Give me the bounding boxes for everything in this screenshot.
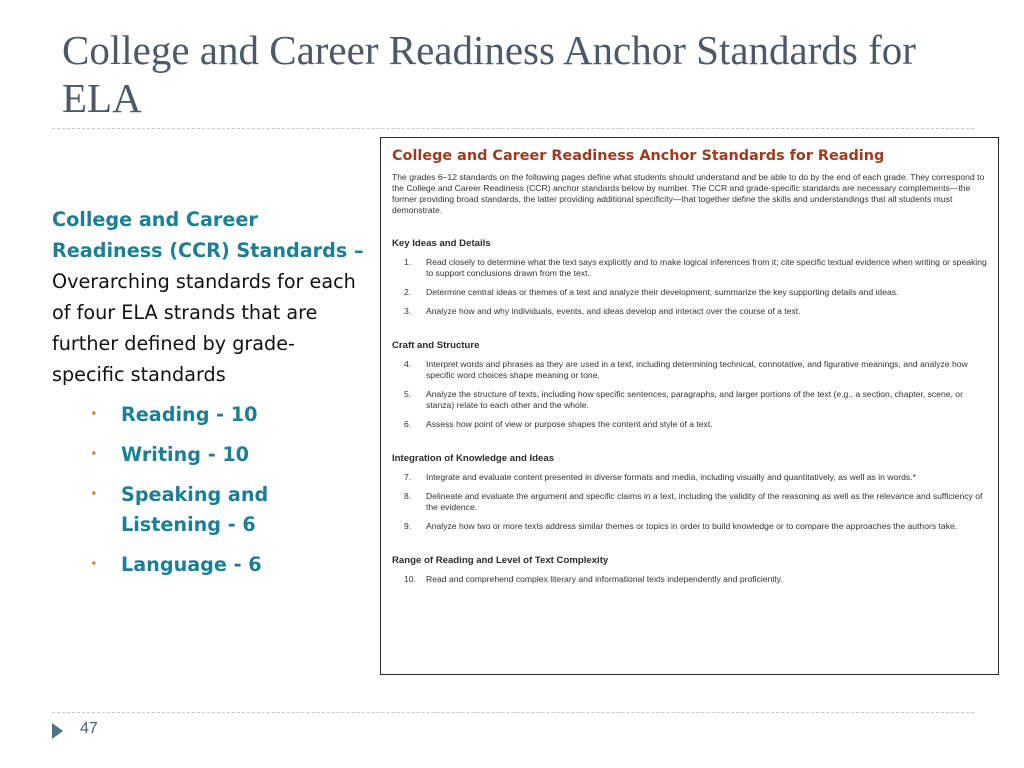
standard-item [392, 306, 988, 317]
ccr-body: Overarching standards for each of four ELA strands that are further defined by grade-specific standards [52, 270, 356, 386]
standard-item [392, 491, 988, 513]
anchor-standards-panel [380, 137, 999, 675]
standard-number: 10. [404, 574, 416, 584]
page-number: 47 [80, 720, 98, 737]
standard-item [392, 419, 988, 430]
section-heading: Key Ideas and Details [392, 238, 491, 249]
ccr-heading: College and Career Readiness (CCR) Standards – [52, 208, 364, 262]
slide-title: College and Career Readiness Anchor Standards for ELA [62, 27, 916, 121]
standard-item [392, 257, 988, 279]
section-heading: Craft and Structure [392, 340, 480, 351]
panel-title: College and Career Readiness Anchor Standards for Reading [392, 148, 885, 164]
standard-text: Analyze the structure of texts, including how specific sentences, paragraphs, and larger portions of the text (e.g., a section, chapter, scene, or stanza) relate to each other and the whole. [426, 389, 963, 410]
standard-number: 6. [404, 419, 412, 429]
bullet-icon: • [90, 487, 98, 502]
standards-list [392, 359, 988, 430]
title-divider [52, 128, 974, 129]
standard-text: Delineate and evaluate the argument and specific claims in a text, including the validity of the reasoning as well as the relevance and sufficiency of the evidence. [426, 491, 983, 512]
bullet-icon: • [90, 447, 98, 462]
strand-item [52, 550, 364, 580]
standard-item [392, 287, 988, 298]
panel-intro: The grades 6–12 standards on the following pages define what students should understand and be able to do by the end of each grade. They correspond to the College and Career Readiness (CCR) anchor standards below by number. The CCR and grade-specific standards are necessary complements—the former providing broad standards, the latter providing additional specificity—that together define the skills and understandings that all students must demonstrate. [392, 172, 985, 215]
standard-number: 3. [404, 306, 412, 316]
strand-list [52, 400, 364, 580]
bullet-icon: • [90, 407, 98, 422]
strand-label: Writing - 10 [121, 443, 250, 466]
strand-label: Speaking and Listening - 6 [121, 483, 269, 536]
standard-text: Interpret words and phrases as they are used in a text, including determining technical, connotative, and figurative meanings, and analyze how specific word choices shape meaning or tone. [426, 359, 968, 380]
standard-text: Assess how point of view or purpose shapes the content and style of a text. [426, 419, 713, 429]
standards-list [392, 574, 988, 585]
standards-list [392, 472, 988, 532]
standard-number: 8. [404, 491, 412, 501]
standard-item [392, 521, 988, 532]
strand-item [52, 440, 364, 470]
standard-item [392, 389, 988, 411]
standard-text: Determine central ideas or themes of a text and analyze their development; summarize the key supporting details and ideas. [426, 287, 899, 297]
standard-number: 5. [404, 389, 412, 399]
standard-text: Read and comprehend complex literary and informational texts independently and proficiently. [426, 574, 783, 584]
standard-number: 1. [404, 257, 412, 267]
standard-number: 4. [404, 359, 412, 369]
strand-label: Reading - 10 [121, 403, 258, 426]
play-arrow-icon [52, 723, 63, 739]
strand-item [52, 400, 364, 430]
standard-item [392, 472, 988, 483]
standard-text: Integrate and evaluate content presented in diverse formats and media, including visually and quantitatively, as well as in words.* [426, 472, 916, 482]
bullet-icon: • [90, 557, 98, 572]
strand-item [52, 480, 364, 540]
standard-text: Analyze how two or more texts address similar themes or topics in order to build knowledge or to compare the approaches the authors take. [426, 521, 958, 531]
standard-text: Analyze how and why individuals, events, and ideas develop and interact over the course of a text. [426, 306, 801, 316]
ccr-paragraph [52, 204, 364, 390]
section-heading: Range of Reading and Level of Text Complexity [392, 555, 609, 566]
standards-list [392, 257, 988, 317]
standard-number: 9. [404, 521, 412, 531]
strand-label: Language - 6 [121, 553, 262, 576]
standard-text: Read closely to determine what the text says explicitly and to make logical inferences from it; cite specific textual evidence when writing or speaking to support conclusions drawn from the text. [426, 257, 987, 278]
ccr-description [52, 204, 364, 590]
standard-item [392, 574, 988, 585]
standard-number: 2. [404, 287, 412, 297]
standard-number: 7. [404, 472, 412, 482]
standard-item [392, 359, 988, 381]
section-heading: Integration of Knowledge and Ideas [392, 453, 555, 464]
footer-divider [52, 712, 974, 713]
